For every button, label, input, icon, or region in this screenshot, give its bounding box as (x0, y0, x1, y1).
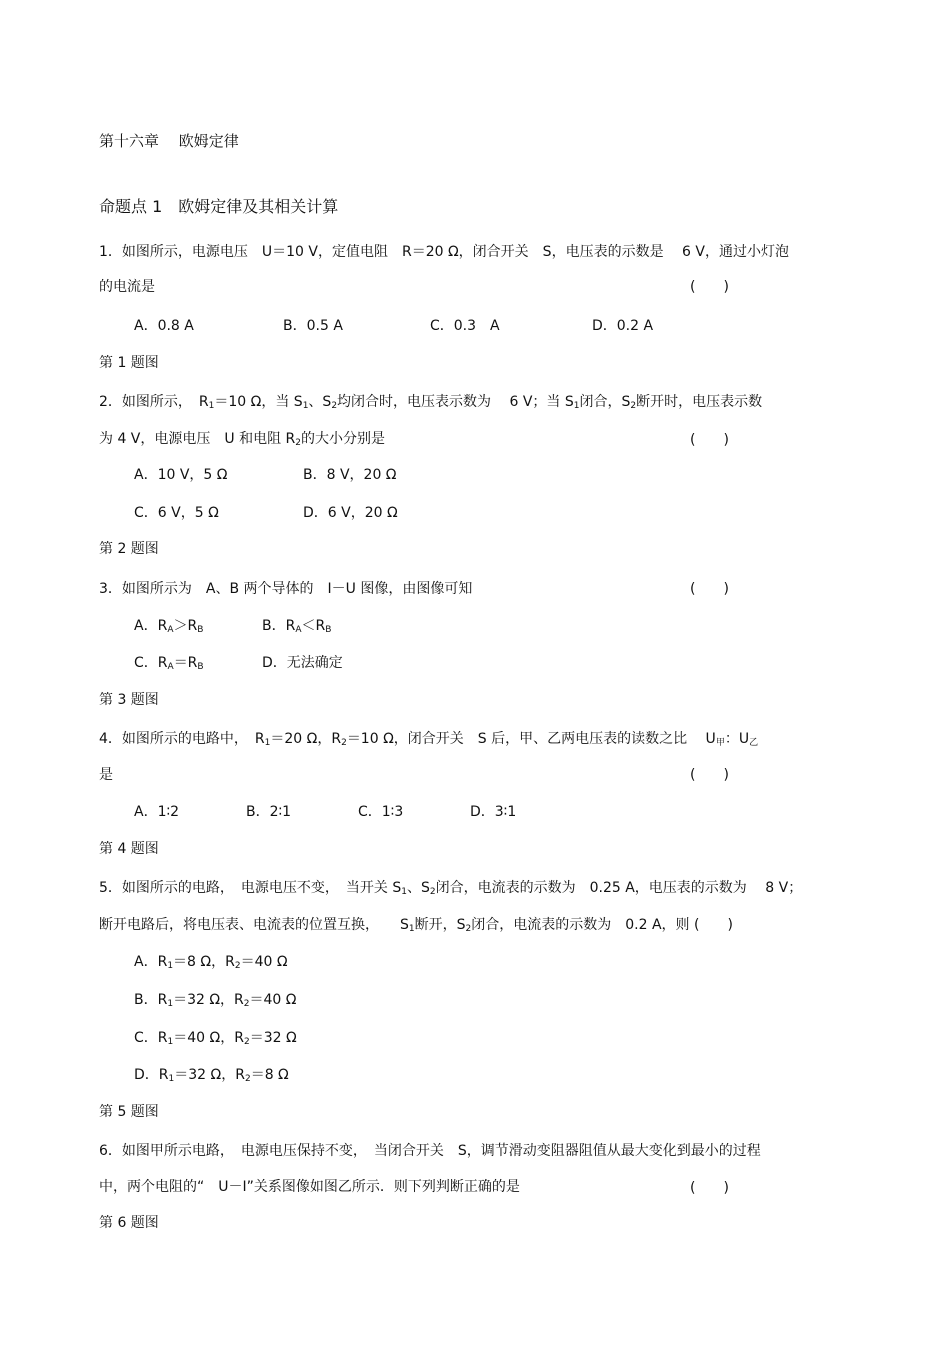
text-segment: A．R (134, 618, 168, 634)
text-segment: R (234, 992, 244, 1008)
text-segment: ， (220, 992, 235, 1008)
subscript: 甲 (715, 738, 725, 748)
subscript: 2 (243, 999, 250, 1009)
option-a (134, 617, 203, 639)
subscript: 2 (234, 961, 241, 971)
chapter-title: 第十六章 欧姆定律 (99, 132, 239, 150)
text-segment: 8 Ω (187, 954, 212, 970)
text-segment: 闭合，电流表的示数为 0.2 A，则 ( ) (471, 917, 733, 933)
text-segment: 40 Ω (263, 992, 297, 1008)
option-letter: A． (134, 954, 158, 970)
subscript: B (325, 625, 332, 635)
question-6-text-line1: 6．如图甲所示电路， 电源电压保持不变， 当闭合开关 S，调节滑动变阻器阻值从最大变化到最小的过程 (99, 1143, 761, 1159)
text-segment: 断开时，电压表示数 (636, 394, 763, 410)
option-a: A．10 V，5 Ω (134, 467, 228, 483)
question-4-text-line1 (99, 730, 758, 752)
question-4-text-line2: 是 (99, 767, 113, 783)
text-segment: ＝20 Ω，R (270, 731, 342, 747)
subscript: 1 (167, 1037, 174, 1047)
text-segment: 32 Ω (187, 992, 221, 1008)
text-segment: ＝ (173, 1030, 188, 1046)
option-a: A．1∶2 (134, 804, 180, 820)
text-segment: B．R (262, 618, 296, 634)
subscript: 1 (302, 401, 309, 411)
figure-caption: 第 3 题图 (99, 692, 159, 708)
text-segment: C．R (134, 655, 168, 671)
figure-caption: 第 5 题图 (99, 1104, 159, 1120)
answer-blank: ( ) (690, 1180, 729, 1196)
text-segment: 32 Ω (263, 1030, 297, 1046)
text-segment: 8 Ω (264, 1067, 289, 1083)
text-segment: 2．如图所示， R (99, 394, 209, 410)
subscript: B (197, 625, 204, 635)
subscript: 2 (630, 401, 637, 411)
subscript: 乙 (749, 738, 759, 748)
subscript: 2 (295, 438, 301, 448)
section-title: 命题点 1 欧姆定律及其相关计算 (99, 197, 339, 216)
option-d (134, 1066, 289, 1088)
figure-caption: 第 1 题图 (99, 355, 159, 371)
text-segment: ＝ (250, 1067, 265, 1083)
subscript: A (167, 625, 174, 635)
option-letter: C． (134, 1030, 158, 1046)
subscript: 1 (401, 887, 407, 897)
answer-blank: ( ) (690, 767, 729, 783)
text-segment: 断开电路后，将电压表、电流表的位置互换， S (99, 917, 409, 933)
subscript: 1 (167, 999, 174, 1009)
text-segment: ＞R (173, 618, 198, 634)
option-c (134, 654, 204, 676)
text-segment: ：U (724, 731, 750, 747)
subscript: 2 (244, 1074, 251, 1084)
text-segment: 闭合，电流表的示数为 0.25 A，电压表的示数为 8 V； (435, 880, 803, 896)
option-d: D．3∶1 (470, 804, 517, 820)
subscript: 1 (208, 401, 215, 411)
answer-blank: ( ) (690, 581, 729, 597)
question-2-text-line1 (99, 393, 762, 415)
option-c (134, 1029, 297, 1051)
figure-caption: 第 6 题图 (99, 1215, 159, 1231)
question-2-text-line2 (99, 430, 385, 452)
subscript: 2 (341, 738, 347, 748)
option-d: D．无法确定 (262, 655, 343, 671)
subscript: 1 (264, 738, 271, 748)
option-c: C．6 V，5 Ω (134, 505, 219, 521)
text-segment: ＝ (173, 992, 188, 1008)
text-segment: ＝ (174, 1067, 189, 1083)
text-segment: 32 Ω (188, 1067, 222, 1083)
text-segment: 为 4 V，电源电压 U 和电阻 R (99, 431, 296, 447)
option-b: B．0.5 A (283, 318, 343, 334)
text-segment: 5．如图所示的电路， 电源电压不变， 当开关 S (99, 880, 402, 896)
question-1-text-line1: 1．如图所示，电源电压 U＝10 V，定值电阻 R＝20 Ω，闭合开关 S，电压表的示数是 6 V，通过小灯泡 (99, 244, 789, 260)
text-segment: ＝ (249, 992, 264, 1008)
text-segment: 均闭合时，电压表示数为 6 V；当 S (337, 394, 574, 410)
text-segment: R (225, 954, 235, 970)
subscript: B (197, 662, 204, 672)
subscript: A (167, 662, 174, 672)
text-segment: 断开，S (414, 917, 466, 933)
text-segment: 、S (308, 394, 332, 410)
question-5-text-line2 (99, 916, 733, 938)
subscript: 1 (167, 961, 174, 971)
text-segment: ， (211, 954, 226, 970)
option-a: A．0.8 A (134, 318, 194, 334)
figure-caption: 第 2 题图 (99, 541, 159, 557)
text-segment: R (157, 1030, 168, 1046)
option-c: C．1∶3 (358, 804, 404, 820)
option-d: D．6 V，20 Ω (303, 505, 398, 521)
text-segment: ＝10 Ω，闭合开关 S 后，甲、乙两电压表的读数之比 U (346, 731, 716, 747)
question-5-text-line1 (99, 879, 802, 901)
subscript: 1 (408, 924, 415, 934)
subscript: 2 (465, 924, 472, 934)
option-b (262, 617, 331, 639)
text-segment: ， (220, 1030, 235, 1046)
text-segment: ＝10 Ω，当 S (214, 394, 303, 410)
text-segment: ＝R (173, 655, 198, 671)
subscript: 2 (429, 887, 436, 897)
question-6-text-line2: 中，两个电阻的“ U－I”关系图像如图乙所示．则下列判断正确的是 (99, 1179, 520, 1195)
text-segment: 、S (406, 880, 430, 896)
option-b (134, 991, 296, 1013)
subscript: 1 (168, 1074, 175, 1084)
text-segment: ， (221, 1067, 236, 1083)
text-segment: 40 Ω (187, 1030, 221, 1046)
question-3-text: 3．如图所示为 A、B 两个导体的 I－U 图像，由图像可知 (99, 581, 473, 597)
text-segment: ＝ (173, 954, 188, 970)
text-segment: R (235, 1067, 245, 1083)
text-segment: R (157, 954, 168, 970)
option-d: D．0.2 A (592, 318, 654, 334)
text-segment: 闭合，S (579, 394, 631, 410)
option-letter: B． (134, 992, 158, 1008)
option-c: C．0.3 A (430, 318, 500, 334)
text-segment: R (158, 1067, 169, 1083)
subscript: 1 (573, 401, 580, 411)
figure-caption: 第 4 题图 (99, 841, 159, 857)
text-segment: ＜R (301, 618, 326, 634)
question-1-text-line2: 的电流是 (99, 279, 155, 295)
option-b: B．2∶1 (246, 804, 292, 820)
subscript: 2 (331, 401, 338, 411)
option-b: B．8 V，20 Ω (303, 467, 397, 483)
option-letter: D． (134, 1067, 159, 1083)
text-segment: ＝ (240, 954, 255, 970)
text-segment: 的大小分别是 (301, 431, 385, 447)
subscript: 2 (243, 1037, 250, 1047)
option-a (134, 953, 288, 975)
text-segment: ＝ (249, 1030, 264, 1046)
answer-blank: ( ) (690, 279, 729, 295)
text-segment: 40 Ω (254, 954, 288, 970)
answer-blank: ( ) (690, 432, 729, 448)
subscript: A (295, 625, 302, 635)
text-segment: 4．如图所示的电路中， R (99, 731, 265, 747)
text-segment: R (157, 992, 168, 1008)
text-segment: R (234, 1030, 244, 1046)
